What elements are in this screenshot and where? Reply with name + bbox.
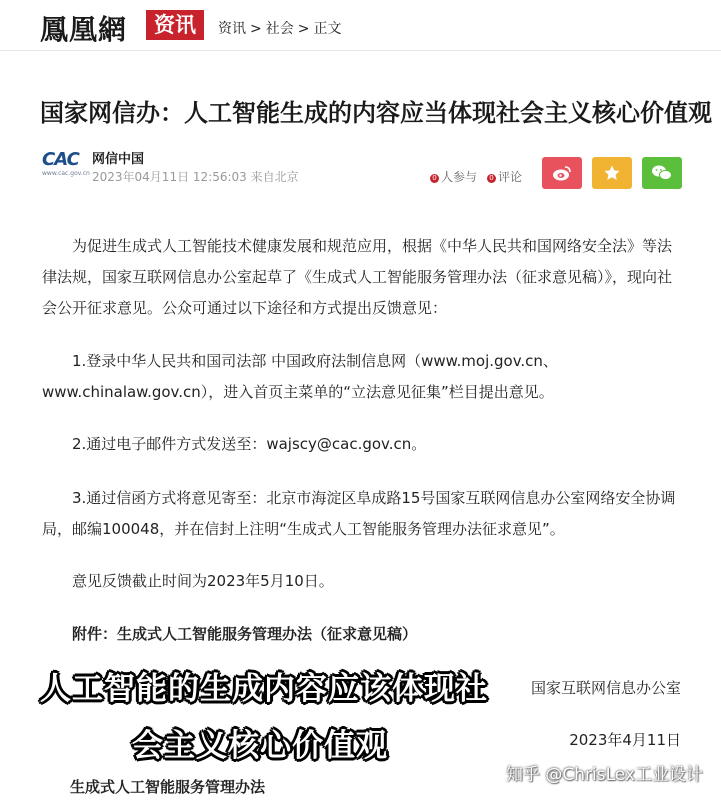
attachment-line[interactable]: 附件：生成式人工智能服务管理办法（征求意见稿） bbox=[72, 625, 418, 643]
cac-logo-url: www.cac.gov.cn bbox=[42, 170, 90, 177]
breadcrumb-separator: > bbox=[297, 21, 310, 37]
publish-meta: 2023年04月11日 12:56:03 来自北京 bbox=[92, 170, 299, 184]
cac-logo bbox=[42, 149, 90, 180]
source-name[interactable]: 网信中国 bbox=[92, 152, 145, 167]
overlay-caption-line-1: 人工智能的生成内容应该体现社 bbox=[40, 671, 488, 707]
comments-count-badge: 0 bbox=[487, 174, 496, 183]
breadcrumb-current: 正文 bbox=[313, 21, 342, 37]
participants-count[interactable] bbox=[430, 168, 477, 185]
zhihu-watermark: 知乎 @ChrisLex工业设计 bbox=[505, 765, 703, 785]
item-2-paragraph: 2.通过电子邮件方式发送至：wajscy@cac.gov.cn。 bbox=[72, 435, 427, 453]
breadcrumb-news[interactable]: 资讯 bbox=[218, 21, 246, 37]
participants-count-badge: 0 bbox=[430, 174, 439, 183]
article-title: 国家网信办：人工智能生成的内容应当体现社会主义核心价值观 bbox=[40, 98, 712, 127]
breadcrumb-society[interactable]: 社会 bbox=[265, 21, 294, 37]
breadcrumb bbox=[218, 18, 345, 38]
star-icon bbox=[603, 164, 621, 182]
signature-org: 国家互联网信息办公室 bbox=[530, 679, 681, 697]
item-1-paragraph: 1.登录中华人民共和国司法部 中国政府法制信息网（www.moj.gov.cn、www.chinalaw.gov.cn），进入首页主菜单的“立法意见征集”栏目提出意见。 bbox=[42, 352, 558, 401]
ifeng-logo[interactable]: 鳳凰網 bbox=[40, 13, 128, 46]
overlay-caption-line-2: 会主义核心价值观 bbox=[132, 728, 388, 764]
wechat-share-button[interactable] bbox=[642, 157, 682, 189]
channel-tag[interactable]: 资讯 bbox=[146, 10, 204, 40]
cac-logo-text: CAC bbox=[42, 149, 79, 170]
deadline-paragraph: 意见反馈截止时间为2023年5月10日。 bbox=[72, 572, 334, 590]
comments-label: 评论 bbox=[498, 170, 523, 184]
weibo-share-button[interactable] bbox=[542, 157, 582, 189]
wechat-icon bbox=[651, 164, 673, 182]
intro-paragraph: 为促进生成式人工智能技术健康发展和规范应用，根据《中华人民共和国网络安全法》等法律法规，国家互联网信息办公室起草了《生成式人工智能服务管理办法（征求意见稿）》，现向社会公开征求意见。公众可通过以下途径和方式提出反馈意见： bbox=[42, 237, 673, 317]
item-3-paragraph: 3.通过信函方式将意见寄至：北京市海淀区阜成路15号国家互联网信息办公室网络安全协调局，邮编100048，并在信封上注明“生成式人工智能服务管理办法征求意见”。 bbox=[42, 489, 676, 538]
comments-count[interactable] bbox=[487, 168, 522, 185]
signature-date: 2023年4月11日 bbox=[569, 731, 681, 749]
favorite-button[interactable] bbox=[592, 157, 632, 189]
breadcrumb-separator: > bbox=[250, 21, 262, 37]
participants-label: 人参与 bbox=[441, 170, 478, 184]
footer-title: 生成式人工智能服务管理办法 bbox=[70, 778, 266, 796]
weibo-icon bbox=[552, 165, 572, 181]
